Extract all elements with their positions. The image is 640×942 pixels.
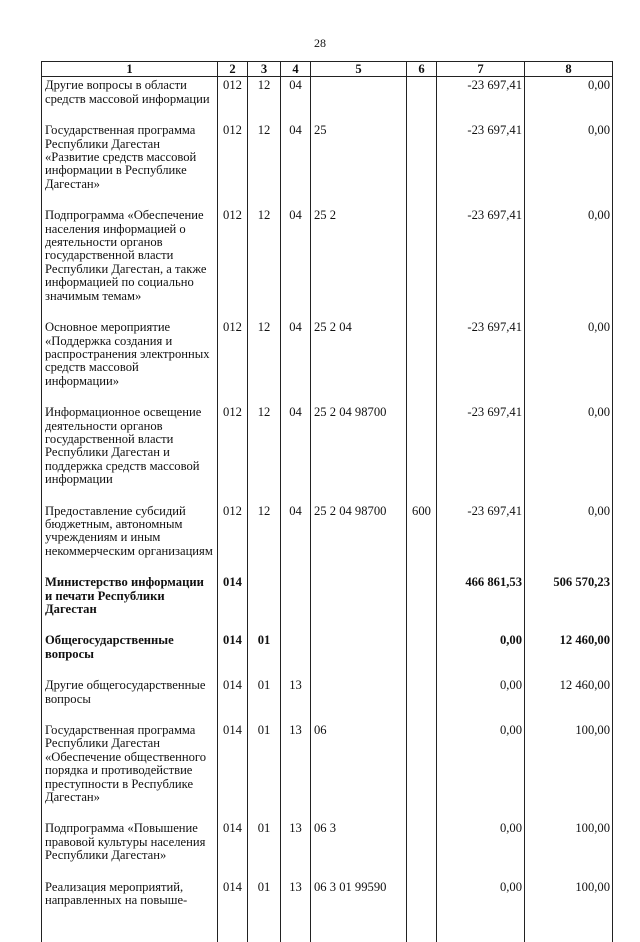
- code-subsection: 04: [281, 319, 311, 404]
- code-target: 06 3 01 99590: [311, 879, 407, 942]
- table-row: [42, 879, 613, 942]
- code-expense-type: [407, 820, 437, 878]
- amount-col7: 0,00: [437, 820, 525, 878]
- code-ministry: 014: [218, 820, 248, 878]
- code-section: 12: [248, 207, 281, 319]
- code-target: [311, 77, 407, 122]
- code-ministry: 012: [218, 319, 248, 404]
- amount-col7: -23 697,41: [437, 77, 525, 122]
- code-subsection: 13: [281, 879, 311, 942]
- item-name: Реализация мероприятий, направленных на повыше-: [42, 879, 218, 942]
- table-row: [42, 77, 613, 122]
- code-ministry: 012: [218, 122, 248, 207]
- amount-col8: 100,00: [525, 820, 613, 878]
- code-ministry: 014: [218, 677, 248, 722]
- code-expense-type: [407, 404, 437, 502]
- amount-col7: -23 697,41: [437, 122, 525, 207]
- table-row: [42, 319, 613, 404]
- code-subsection: 04: [281, 122, 311, 207]
- code-ministry: 012: [218, 404, 248, 502]
- code-target: 06: [311, 722, 407, 820]
- page-number: 28: [314, 36, 326, 50]
- amount-col7: 0,00: [437, 722, 525, 820]
- code-subsection: 04: [281, 77, 311, 122]
- code-expense-type: [407, 77, 437, 122]
- code-ministry: 012: [218, 503, 248, 575]
- item-name: Подпрограмма «Обеспечение населения информацией о деятельности органов государственной власти Республики Дагестан, а также информацией по социально значимым темам»: [42, 207, 218, 319]
- table-row: [42, 677, 613, 722]
- code-section: 12: [248, 503, 281, 575]
- amount-col8: 12 460,00: [525, 677, 613, 722]
- item-name: Основное мероприятие «Поддержка создания и распространения электронных средств массовой информации»: [42, 319, 218, 404]
- item-name: Подпрограмма «Повышение правовой культуры населения Республики Дагестан»: [42, 820, 218, 878]
- amount-col7: 0,00: [437, 677, 525, 722]
- code-section: 12: [248, 404, 281, 502]
- table-row: [42, 207, 613, 319]
- code-expense-type: [407, 722, 437, 820]
- amount-col7: -23 697,41: [437, 207, 525, 319]
- code-target: 25 2 04: [311, 319, 407, 404]
- amount-col8: 0,00: [525, 122, 613, 207]
- header-cell: 1: [42, 62, 218, 77]
- code-expense-type: [407, 879, 437, 942]
- code-section: 12: [248, 77, 281, 122]
- code-subsection: 04: [281, 404, 311, 502]
- table-row: [42, 632, 613, 677]
- code-target: [311, 632, 407, 677]
- code-expense-type: [407, 319, 437, 404]
- header-cell: 6: [407, 62, 437, 77]
- code-section: [248, 574, 281, 632]
- header-cell: 2: [218, 62, 248, 77]
- code-target: [311, 677, 407, 722]
- code-ministry: 014: [218, 722, 248, 820]
- code-expense-type: [407, 677, 437, 722]
- amount-col7: -23 697,41: [437, 503, 525, 575]
- code-target: 25 2: [311, 207, 407, 319]
- code-target: 06 3: [311, 820, 407, 878]
- code-subsection: [281, 632, 311, 677]
- code-ministry: 014: [218, 879, 248, 942]
- header-cell: 4: [281, 62, 311, 77]
- code-ministry: 012: [218, 207, 248, 319]
- code-subsection: 13: [281, 820, 311, 878]
- item-name: Государственная программа Республики Дагестан «Обеспечение общественного порядка и противодействие преступности в Республике Дагестан»: [42, 722, 218, 820]
- amount-col8: 100,00: [525, 879, 613, 942]
- item-name: Министерство информации и печати Республики Дагестан: [42, 574, 218, 632]
- amount-col8: 0,00: [525, 503, 613, 575]
- table-row: [42, 404, 613, 502]
- header-cell: 5: [311, 62, 407, 77]
- code-section: 01: [248, 879, 281, 942]
- code-subsection: 04: [281, 207, 311, 319]
- header-cell: 7: [437, 62, 525, 77]
- table-row: [42, 722, 613, 820]
- code-subsection: 13: [281, 677, 311, 722]
- amount-col7: 0,00: [437, 632, 525, 677]
- amount-col7: -23 697,41: [437, 319, 525, 404]
- header-cell: 8: [525, 62, 613, 77]
- code-expense-type: [407, 632, 437, 677]
- amount-col8: 506 570,23: [525, 574, 613, 632]
- code-expense-type: [407, 574, 437, 632]
- table-row: [42, 574, 613, 632]
- item-name: Другие общегосударственные вопросы: [42, 677, 218, 722]
- item-name: Общегосударственные вопросы: [42, 632, 218, 677]
- code-expense-type: [407, 207, 437, 319]
- code-expense-type: 600: [407, 503, 437, 575]
- header-cell: 3: [248, 62, 281, 77]
- item-name: Информационное освещение деятельности органов государственной власти Республики Дагестан и поддержка средств массовой информации: [42, 404, 218, 502]
- code-target: 25: [311, 122, 407, 207]
- amount-col8: 12 460,00: [525, 632, 613, 677]
- code-ministry: 012: [218, 77, 248, 122]
- code-section: 12: [248, 319, 281, 404]
- code-subsection: [281, 574, 311, 632]
- code-ministry: 014: [218, 632, 248, 677]
- header-row: [42, 62, 613, 77]
- table-row: [42, 503, 613, 575]
- amount-col8: 0,00: [525, 207, 613, 319]
- item-name: Государственная программа Республики Дагестан «Развитие средств массовой информации в Республике Дагестан»: [42, 122, 218, 207]
- amount-col7: -23 697,41: [437, 404, 525, 502]
- amount-col8: 0,00: [525, 77, 613, 122]
- item-name: Предоставление субсидий бюджетным, автономным учреждениям и иным некоммерческим организациям: [42, 503, 218, 575]
- amount-col7: 0,00: [437, 879, 525, 942]
- code-section: 01: [248, 820, 281, 878]
- code-subsection: 13: [281, 722, 311, 820]
- code-target: 25 2 04 98700: [311, 404, 407, 502]
- code-target: 25 2 04 98700: [311, 503, 407, 575]
- code-ministry: 014: [218, 574, 248, 632]
- code-section: 01: [248, 677, 281, 722]
- code-section: 12: [248, 122, 281, 207]
- item-name: Другие вопросы в области средств массовой информации: [42, 77, 218, 122]
- code-target: [311, 574, 407, 632]
- amount-col7: 466 861,53: [437, 574, 525, 632]
- code-section: 01: [248, 722, 281, 820]
- budget-table: [41, 61, 613, 942]
- amount-col8: 100,00: [525, 722, 613, 820]
- table-row: [42, 122, 613, 207]
- code-subsection: 04: [281, 503, 311, 575]
- amount-col8: 0,00: [525, 404, 613, 502]
- code-expense-type: [407, 122, 437, 207]
- table-row: [42, 820, 613, 878]
- amount-col8: 0,00: [525, 319, 613, 404]
- code-section: 01: [248, 632, 281, 677]
